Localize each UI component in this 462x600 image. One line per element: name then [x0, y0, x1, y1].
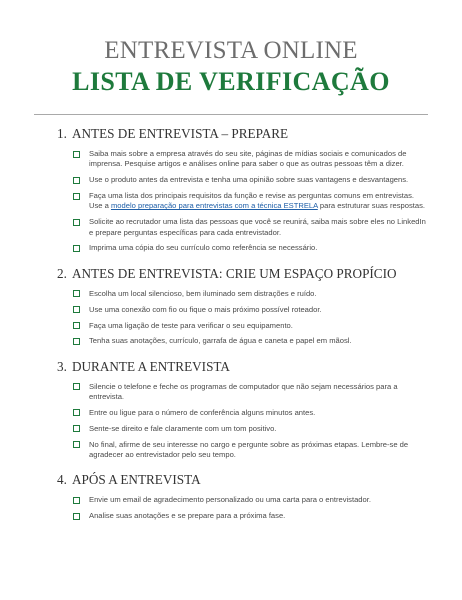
- checklist-item: [73, 243, 428, 253]
- checklist-item: [73, 191, 428, 212]
- section-2: [57, 266, 428, 347]
- checklist-item-text: Analise suas anotações e se prepare para a próxima fase.: [89, 511, 286, 521]
- checkbox[interactable]: [73, 290, 80, 297]
- section-number: 4.: [57, 472, 67, 488]
- checklist-item: [73, 321, 428, 331]
- checklist-item-text: Use uma conexão com fio ou fique o mais próximo possível roteador.: [89, 304, 322, 314]
- checklist-item: [73, 424, 428, 434]
- checkbox[interactable]: [73, 177, 80, 184]
- checklist-item: [73, 175, 428, 185]
- section-number: 2.: [57, 265, 67, 281]
- checklist-items: [73, 382, 428, 461]
- checklist-item: [73, 289, 428, 299]
- checklist-content: [0, 124, 462, 527]
- section-1: [57, 126, 428, 254]
- checkbox[interactable]: [73, 338, 80, 345]
- checklist-item-text: Envie um email de agradecimento personalizado ou uma carta para o entrevistador.: [89, 495, 371, 505]
- section-title: DURANTE A ENTREVISTA: [72, 358, 230, 374]
- item-text-before-link: Faça uma lista dos principais requisitos da função e revise as perguntas comuns em entrevistas. Use a: [89, 191, 415, 211]
- checklist-item-text: Use o produto antes da entrevista e tenha uma opinião sobre suas vantagens e desvantagens.: [89, 175, 409, 185]
- checklist-item: [73, 408, 428, 418]
- document-title: [0, 36, 462, 98]
- title-divider: [34, 114, 428, 115]
- checklist-item-text: Silencie o telefone e feche os programas de computador que não sejam necessários para a entrevista.: [89, 381, 398, 402]
- checklist-items: [73, 495, 428, 521]
- section-number: 1.: [57, 126, 67, 141]
- checkbox[interactable]: [73, 151, 80, 158]
- checkbox[interactable]: [73, 322, 80, 329]
- checklist-items: [73, 289, 428, 347]
- section-title: ANTES DE ENTREVISTA: CRIE UM ESPAÇO PROPÍCIO: [72, 265, 397, 281]
- checklist-item-text: Imprima uma cópia do seu currículo como referência se necessário.: [89, 243, 318, 253]
- checkbox[interactable]: [73, 245, 80, 252]
- checklist-item-text: [89, 191, 428, 212]
- checklist-item-text: Tenha suas anotações, currículo, garrafa de água e caneta e papel em mãosl.: [89, 336, 352, 346]
- checkbox[interactable]: [73, 425, 80, 432]
- checklist-item-text: Escolha um local silencioso, bem iluminado sem distrações e ruído.: [89, 288, 317, 298]
- checklist-item: [73, 382, 428, 403]
- checklist-item-text: Solicite ao recrutador uma lista das pessoas que você se reunirá, saiba mais sobre eles no LinkedIn e prepare perguntas específicas para cada entrevistador.: [89, 217, 426, 237]
- section-title: APÓS A ENTREVISTA: [72, 472, 201, 488]
- checklist-item: [73, 440, 428, 461]
- section-3: [57, 359, 428, 461]
- checklist-item-text: Faça uma ligação de teste para verificar o seu equipamento.: [89, 320, 293, 330]
- checkbox[interactable]: [73, 383, 80, 390]
- checklist-item: [73, 336, 428, 346]
- section-4: [57, 472, 428, 521]
- checkbox[interactable]: [73, 306, 80, 313]
- star-technique-template-link[interactable]: modelo preparação para entrevistas com a técnica ESTRELA: [110, 201, 318, 211]
- checklist-item: [73, 495, 428, 505]
- item-text-after-link: para estruturar suas respostas.: [317, 201, 425, 211]
- checklist-item-text: No final, afirme de seu interesse no cargo e pergunte sobre as próximas etapas. Lembre-se de agradecer ao entrevistador pelo seu tempo.: [89, 439, 409, 459]
- section-heading: [57, 266, 428, 282]
- checkbox[interactable]: [73, 219, 80, 226]
- checkbox[interactable]: [73, 193, 80, 200]
- checkbox[interactable]: [73, 409, 80, 416]
- section-number: 3.: [57, 358, 67, 374]
- checklist-item: [73, 149, 428, 170]
- section-title: ANTES DE ENTREVISTA – PREPARE: [72, 126, 289, 141]
- checklist-item-text: Entre ou ligue para o número de conferência alguns minutos antes.: [89, 407, 316, 417]
- checkbox[interactable]: [73, 441, 80, 448]
- checklist-items: [73, 149, 428, 254]
- checklist-item-text: Saiba mais sobre a empresa através do seu site, páginas de mídias sociais e comunicados de imprensa. Pesquise artigos e análises online para saber o que as outras pessoas têm a dizer.: [89, 149, 407, 169]
- title-line-2: LISTA DE VERIFICAÇÃO: [72, 67, 390, 96]
- section-heading: [57, 472, 428, 488]
- checklist-item: [73, 305, 428, 315]
- section-heading: [57, 126, 428, 142]
- section-heading: [57, 359, 428, 375]
- checklist-item: [73, 217, 428, 238]
- checklist-item: [73, 511, 428, 521]
- checkbox[interactable]: [73, 513, 80, 520]
- title-line-1: ENTREVISTA ONLINE: [104, 37, 358, 64]
- checklist-item-text: Sente-se direito e fale claramente com um tom positivo.: [89, 423, 277, 433]
- checkbox[interactable]: [73, 497, 80, 504]
